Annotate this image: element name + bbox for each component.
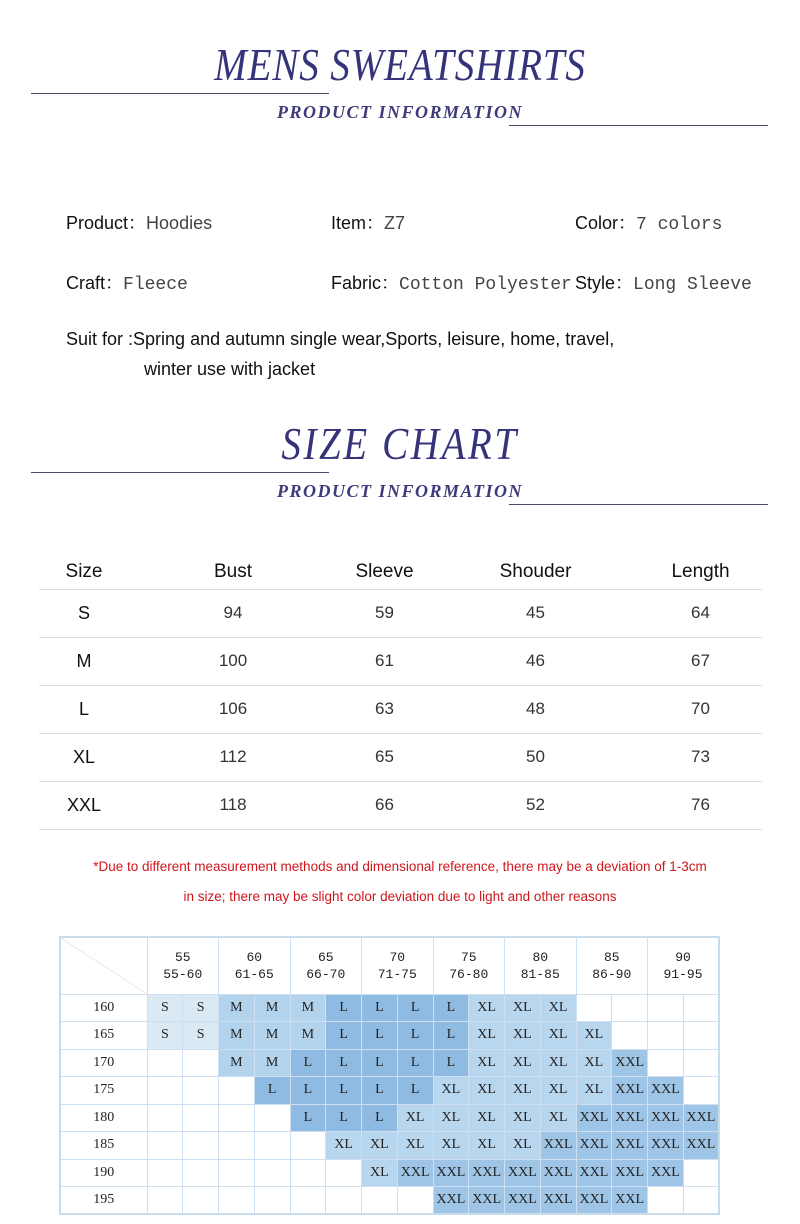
size-cell	[612, 994, 648, 1022]
size-table	[39, 556, 762, 830]
size-cell: XL	[433, 1104, 469, 1132]
size-cell: M	[219, 1049, 255, 1077]
weight-label: 85	[603, 949, 620, 965]
table-row	[39, 733, 762, 781]
size-cell: XL	[576, 1049, 612, 1077]
size-cell: L	[290, 1077, 326, 1105]
table-cell: 94	[129, 589, 337, 637]
table-cell: 50	[432, 733, 639, 781]
size-cell	[290, 1187, 326, 1215]
table-cell: 63	[337, 685, 432, 733]
size-cell: XXL	[576, 1132, 612, 1160]
grid-row	[60, 1022, 719, 1050]
size-cell: L	[326, 1104, 362, 1132]
size-cell: XXL	[612, 1049, 648, 1077]
height-label: 175	[60, 1077, 147, 1105]
size-cell: XL	[362, 1159, 398, 1187]
size-cell: XL	[433, 1132, 469, 1160]
size-chart-title: SIZE CHART	[281, 418, 519, 469]
size-cell: XL	[469, 1132, 505, 1160]
grid-row	[60, 1049, 719, 1077]
size-cell	[219, 1159, 255, 1187]
page-title: MENS SWEATSHIRTS	[214, 39, 586, 90]
table-cell: 46	[432, 637, 639, 685]
size-cell	[254, 1159, 290, 1187]
size-cell	[183, 1159, 219, 1187]
size-cell	[648, 1187, 684, 1215]
size-cell: XXL	[397, 1159, 433, 1187]
size-cell: XXL	[576, 1187, 612, 1215]
size-cell	[183, 1049, 219, 1077]
divider	[31, 93, 329, 94]
table-cell: 70	[639, 685, 762, 733]
size-cell: L	[326, 1022, 362, 1050]
size-cell	[683, 1022, 719, 1050]
size-cell	[183, 1187, 219, 1215]
note-line-1: *Due to different measurement methods and dimensional reference, there may be a deviation of 1-3cm	[93, 859, 707, 874]
size-cell: XXL	[433, 1159, 469, 1187]
size-cell: S	[147, 1022, 183, 1050]
size-cell	[183, 1077, 219, 1105]
size-cell: L	[433, 1049, 469, 1077]
height-label: 165	[60, 1022, 147, 1050]
section-subtitle: PRODUCT INFORMATION	[276, 102, 524, 122]
size-cell	[254, 1187, 290, 1215]
size-cell: XXL	[505, 1159, 541, 1187]
info-fabric: Fabric：Cotton Polyester	[331, 273, 572, 295]
size-cell: XXL	[648, 1104, 684, 1132]
size-cell: XL	[469, 1049, 505, 1077]
size-cell	[576, 994, 612, 1022]
info-style: Style：Long Sleeve	[575, 273, 752, 295]
col-size: Size	[39, 556, 129, 589]
size-cell: XL	[505, 994, 541, 1022]
size-cell: XXL	[683, 1104, 719, 1132]
divider	[509, 504, 768, 505]
size-cell: XXL	[683, 1132, 719, 1160]
size-cell	[290, 1132, 326, 1160]
col-shoulder: Shouder	[432, 556, 639, 589]
size-cell: L	[397, 1077, 433, 1105]
size-cell: L	[362, 1049, 398, 1077]
table-cell: 76	[639, 781, 762, 829]
size-cell: XL	[540, 1077, 576, 1105]
table-cell: 61	[337, 637, 432, 685]
weight-label: 80	[532, 949, 549, 965]
height-label: 190	[60, 1159, 147, 1187]
table-cell: 65	[337, 733, 432, 781]
size-cell	[326, 1187, 362, 1215]
size-cell: XXL	[433, 1187, 469, 1215]
size-cell	[397, 1187, 433, 1215]
size-cell: XL	[469, 1077, 505, 1105]
size-cell: L	[397, 994, 433, 1022]
height-label: 160	[60, 994, 147, 1022]
weight-range: 66-70	[306, 966, 346, 982]
size-cell: XL	[505, 1022, 541, 1050]
size-cell	[219, 1104, 255, 1132]
weight-label: 60	[246, 949, 263, 965]
size-cell: XL	[469, 994, 505, 1022]
table-cell: 112	[129, 733, 337, 781]
size-cell: XL	[505, 1132, 541, 1160]
size-cell: L	[397, 1049, 433, 1077]
size-cell	[147, 1132, 183, 1160]
table-cell: 59	[337, 589, 432, 637]
size-cell	[683, 1077, 719, 1105]
size-cell: XL	[397, 1132, 433, 1160]
size-cell	[648, 1049, 684, 1077]
size-cell: XXL	[612, 1187, 648, 1215]
size-cell: XXL	[612, 1132, 648, 1160]
size-cell: XXL	[540, 1187, 576, 1215]
size-cell	[147, 1104, 183, 1132]
grid-column-header	[147, 937, 219, 994]
size-cell: M	[219, 994, 255, 1022]
size-cell: XL	[469, 1022, 505, 1050]
weight-label: 55	[174, 949, 191, 965]
table-cell: 73	[639, 733, 762, 781]
info-product: Product：Hoodies	[66, 213, 213, 233]
size-cell: XXL	[469, 1187, 505, 1215]
col-length: Length	[639, 556, 762, 589]
size-cell: M	[254, 1049, 290, 1077]
table-cell: M	[39, 637, 129, 685]
size-cell: XXL	[540, 1132, 576, 1160]
section-subtitle: PRODUCT INFORMATION	[276, 481, 524, 501]
size-cell	[254, 1104, 290, 1132]
size-cell: XXL	[648, 1132, 684, 1160]
table-cell: 100	[129, 637, 337, 685]
grid-column-header	[219, 937, 291, 994]
size-cell	[683, 1049, 719, 1077]
size-cell	[326, 1159, 362, 1187]
size-cell: XL	[326, 1132, 362, 1160]
size-cell: L	[433, 1022, 469, 1050]
size-cell: XL	[362, 1132, 398, 1160]
size-cell: XL	[540, 1049, 576, 1077]
weight-range: 91-95	[663, 966, 703, 982]
size-cell: L	[326, 1077, 362, 1105]
size-cell	[254, 1132, 290, 1160]
size-cell: XXL	[612, 1159, 648, 1187]
size-cell: L	[362, 1104, 398, 1132]
size-cell	[362, 1187, 398, 1215]
size-cell	[648, 994, 684, 1022]
size-cell: L	[326, 994, 362, 1022]
info-color: Color：7 colors	[575, 213, 723, 235]
grid-corner	[60, 937, 147, 994]
size-cell	[648, 1022, 684, 1050]
size-cell: XL	[540, 1104, 576, 1132]
size-cell: XXL	[648, 1077, 684, 1105]
size-cell: S	[183, 994, 219, 1022]
size-cell: L	[254, 1077, 290, 1105]
size-cell: L	[433, 994, 469, 1022]
size-cell	[683, 1159, 719, 1187]
table-cell: L	[39, 685, 129, 733]
grid-row	[60, 1159, 719, 1187]
table-row	[39, 637, 762, 685]
fit-grid	[59, 936, 720, 1215]
weight-range: 86-90	[592, 966, 632, 982]
size-cell	[147, 1049, 183, 1077]
size-cell: XXL	[648, 1159, 684, 1187]
size-cell: XXL	[576, 1104, 612, 1132]
size-table-header	[39, 556, 762, 589]
table-cell: 118	[129, 781, 337, 829]
col-bust: Bust	[129, 556, 337, 589]
size-cell: M	[290, 994, 326, 1022]
size-cell: XL	[433, 1077, 469, 1105]
size-cell: XXL	[576, 1159, 612, 1187]
size-cell: XXL	[612, 1077, 648, 1105]
size-cell: L	[290, 1049, 326, 1077]
divider	[31, 472, 329, 473]
size-cell: M	[254, 1022, 290, 1050]
grid-column-header	[290, 937, 362, 994]
height-label: 185	[60, 1132, 147, 1160]
grid-column-header	[648, 937, 720, 994]
size-cell: M	[290, 1022, 326, 1050]
size-cell: L	[362, 1022, 398, 1050]
size-cell: XXL	[505, 1187, 541, 1215]
weight-range: 71-75	[377, 966, 417, 982]
size-cell: L	[362, 1077, 398, 1105]
height-label: 195	[60, 1187, 147, 1215]
table-cell: 66	[337, 781, 432, 829]
table-cell: S	[39, 589, 129, 637]
size-cell: L	[362, 994, 398, 1022]
table-cell: XL	[39, 733, 129, 781]
height-label: 170	[60, 1049, 147, 1077]
size-cell	[183, 1104, 219, 1132]
grid-row	[60, 1187, 719, 1215]
weight-label: 65	[317, 949, 334, 965]
weight-range: 76-80	[449, 966, 489, 982]
table-row	[39, 685, 762, 733]
grid-row	[60, 994, 719, 1022]
table-cell: 45	[432, 589, 639, 637]
size-cell	[147, 1077, 183, 1105]
size-cell	[219, 1132, 255, 1160]
weight-range: 55-60	[163, 966, 203, 982]
height-label: 180	[60, 1104, 147, 1132]
size-cell: M	[254, 994, 290, 1022]
table-row	[39, 589, 762, 637]
table-cell: 52	[432, 781, 639, 829]
info-craft: Craft：Fleece	[66, 273, 188, 295]
table-row	[39, 781, 762, 829]
weight-range: 81-85	[520, 966, 560, 982]
size-cell: XL	[576, 1022, 612, 1050]
grid-column-header	[433, 937, 505, 994]
info-item: Item：Z7	[331, 213, 406, 233]
size-cell	[612, 1022, 648, 1050]
size-cell	[183, 1132, 219, 1160]
size-cell	[683, 994, 719, 1022]
table-cell: 106	[129, 685, 337, 733]
grid-row	[60, 1104, 719, 1132]
grid-column-header	[362, 937, 434, 994]
weight-label: 75	[460, 949, 477, 965]
note-line-2: in size; there may be slight color deviation due to light and other reasons	[183, 889, 617, 904]
size-cell	[147, 1187, 183, 1215]
size-cell: XL	[540, 1022, 576, 1050]
size-cell: M	[219, 1022, 255, 1050]
info-suit-for-cont: winter use with jacket	[144, 359, 316, 379]
size-cell: XL	[505, 1077, 541, 1105]
col-sleeve: Sleeve	[337, 556, 432, 589]
info-suit-for: Suit for :Spring and autumn single wear,Sports, leisure, home, travel,	[66, 329, 615, 349]
table-cell: 64	[639, 589, 762, 637]
table-cell: 48	[432, 685, 639, 733]
grid-row	[60, 1132, 719, 1160]
table-cell: XXL	[39, 781, 129, 829]
table-cell: 67	[639, 637, 762, 685]
size-cell: L	[290, 1104, 326, 1132]
size-cell: XL	[469, 1104, 505, 1132]
divider	[509, 125, 768, 126]
size-cell: XL	[576, 1077, 612, 1105]
size-cell	[219, 1187, 255, 1215]
size-cell: XXL	[612, 1104, 648, 1132]
size-cell: XXL	[469, 1159, 505, 1187]
size-cell	[219, 1077, 255, 1105]
weight-label: 90	[675, 949, 691, 965]
grid-header-row	[60, 937, 719, 994]
size-cell: L	[326, 1049, 362, 1077]
weight-range: 61-65	[234, 966, 274, 982]
size-cell	[147, 1159, 183, 1187]
grid-column-header	[505, 937, 577, 994]
size-cell: S	[147, 994, 183, 1022]
size-cell: XL	[540, 994, 576, 1022]
size-cell: S	[183, 1022, 219, 1050]
size-cell	[683, 1187, 719, 1215]
size-cell: XL	[397, 1104, 433, 1132]
grid-row	[60, 1077, 719, 1105]
grid-column-header	[576, 937, 648, 994]
size-cell: L	[397, 1022, 433, 1050]
size-cell	[290, 1159, 326, 1187]
size-cell: XL	[505, 1049, 541, 1077]
size-cell: XL	[505, 1104, 541, 1132]
size-cell: XXL	[540, 1159, 576, 1187]
weight-label: 70	[389, 949, 406, 965]
